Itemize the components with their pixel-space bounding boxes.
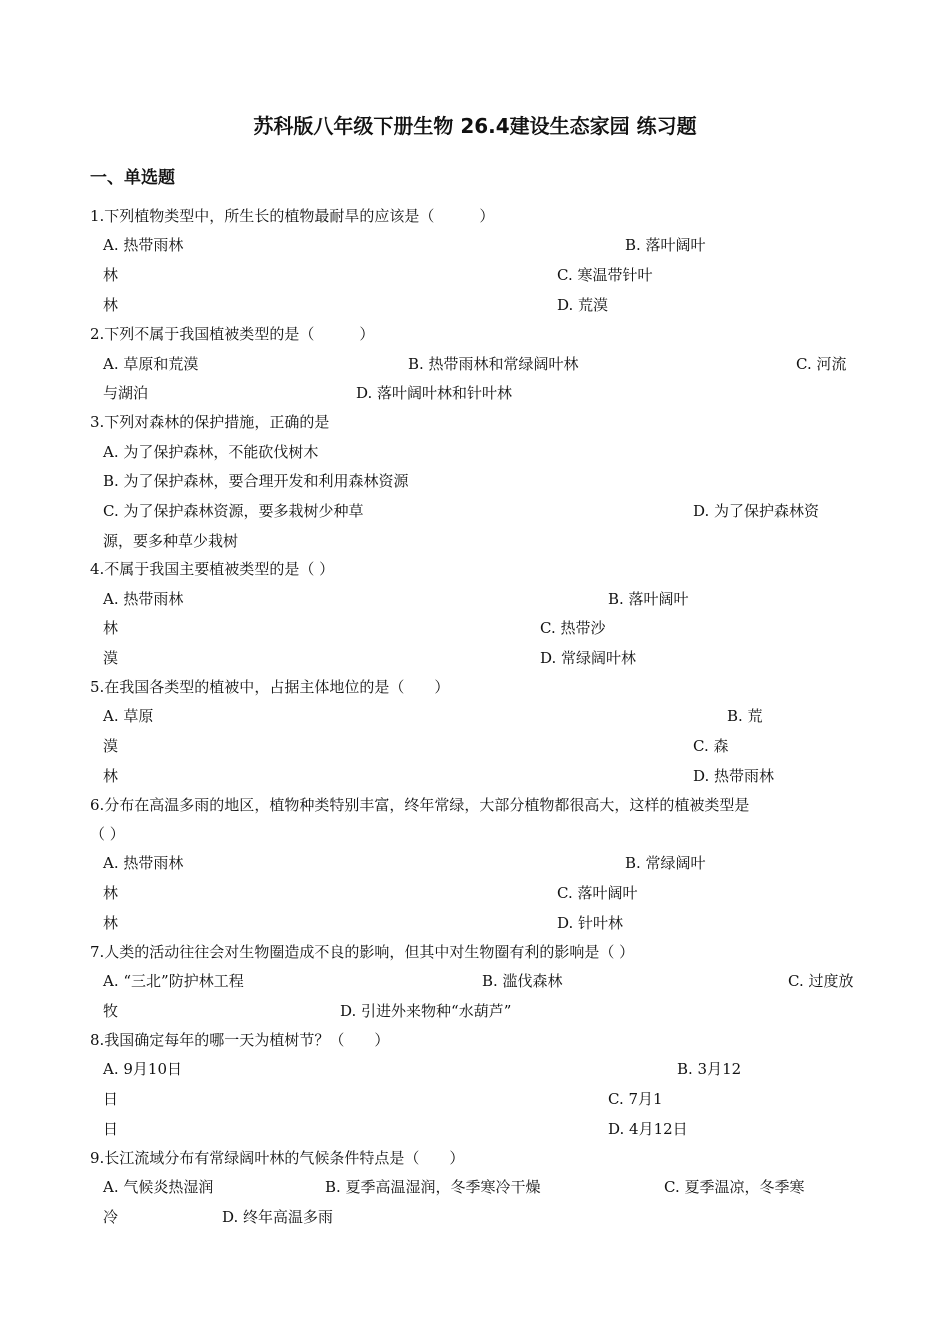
q9-option-d[interactable]: D. 终年高温多雨 [222, 1208, 334, 1226]
q7-option-b[interactable]: B. 滥伐森林 [482, 972, 563, 990]
question-6-stem: 6.分布在高温多雨的地区，植物种类特别丰富，终年常绿，大部分植物都很高大，这样的植被类型是 [90, 796, 750, 814]
q3-option-d[interactable]: D. 为了保护森林资 [693, 502, 820, 520]
question-4-stem: 4.不属于我国主要植被类型的是（ ） [90, 560, 335, 578]
q2-option-a[interactable]: A. 草原和荒漠 [103, 355, 199, 373]
q9-option-b[interactable]: B. 夏季高温湿润，冬季寒冷干燥 [325, 1178, 541, 1196]
q2-option-c-wrap: 与湖泊 [103, 384, 149, 402]
q8-option-c[interactable]: C. 7月1 [608, 1090, 663, 1108]
q8-option-b[interactable]: B. 3月12 [677, 1060, 742, 1078]
q4-option-b-wrap: 林 [103, 619, 119, 637]
q1-option-d[interactable]: D. 荒漠 [557, 296, 609, 314]
q6-option-d[interactable]: D. 针叶林 [557, 914, 624, 932]
q1-option-b-wrap: 林 [103, 266, 119, 284]
q1-option-c[interactable]: C. 寒温带针叶 [557, 266, 653, 284]
q5-option-a[interactable]: A. 草原 [103, 707, 154, 725]
q5-option-c[interactable]: C. 森 [693, 737, 729, 755]
question-6-stem-wrap: （ ） [90, 825, 125, 843]
question-5-stem: 5.在我国各类型的植被中，占据主体地位的是（ ） [90, 678, 450, 696]
q5-option-b[interactable]: B. 荒 [727, 707, 763, 725]
q6-option-c-wrap: 林 [103, 914, 119, 932]
question-7-stem: 7.人类的活动往往会对生物圈造成不良的影响，但其中对生物圈有利的影响是（ ） [90, 943, 635, 961]
q6-option-a[interactable]: A. 热带雨林 [103, 854, 184, 872]
q3-option-a[interactable]: A. 为了保护森林，不能砍伐树木 [103, 443, 319, 461]
q5-option-b-wrap: 漠 [103, 737, 119, 755]
q4-option-b[interactable]: B. 落叶阔叶 [608, 590, 689, 608]
q1-option-b[interactable]: B. 落叶阔叶 [625, 236, 706, 254]
q8-option-c-wrap: 日 [103, 1120, 119, 1138]
question-2-stem: 2.下列不属于我国植被类型的是（ ） [90, 325, 375, 343]
q1-option-a[interactable]: A. 热带雨林 [103, 236, 184, 254]
q7-option-a[interactable]: A. “三北”防护林工程 [103, 972, 244, 990]
q5-option-d[interactable]: D. 热带雨林 [693, 767, 775, 785]
q2-option-b[interactable]: B. 热带雨林和常绿阔叶林 [408, 355, 579, 373]
section-heading: 一、单选题 [90, 168, 175, 188]
q3-option-c[interactable]: C. 为了保护森林资源，要多栽树少种草 [103, 502, 364, 520]
question-8-stem: 8.我国确定每年的哪一天为植树节？（ ） [90, 1031, 390, 1049]
q4-option-c-wrap: 漠 [103, 649, 119, 667]
q9-option-a[interactable]: A. 气候炎热湿润 [103, 1178, 214, 1196]
q8-option-a[interactable]: A. 9月10日 [103, 1060, 182, 1078]
q6-option-c[interactable]: C. 落叶阔叶 [557, 884, 638, 902]
q6-option-b[interactable]: B. 常绿阔叶 [625, 854, 706, 872]
question-9-stem: 9.长江流域分布有常绿阔叶林的气候条件特点是（ ） [90, 1149, 465, 1167]
q5-option-c-wrap: 林 [103, 767, 119, 785]
q3-option-d-wrap: 源，要多种草少栽树 [103, 532, 239, 550]
q1-option-c-wrap: 林 [103, 296, 119, 314]
q7-option-c[interactable]: C. 过度放 [788, 972, 854, 990]
question-3-stem: 3.下列对森林的保护措施，正确的是 [90, 413, 330, 431]
q4-option-c[interactable]: C. 热带沙 [540, 619, 606, 637]
q9-option-c[interactable]: C. 夏季温凉，冬季寒 [664, 1178, 805, 1196]
q8-option-b-wrap: 日 [103, 1090, 119, 1108]
q7-option-c-wrap: 牧 [103, 1002, 119, 1020]
q2-option-d[interactable]: D. 落叶阔叶林和针叶林 [356, 384, 513, 402]
document-title: 苏科版八年级下册生物 26.4建设生态家园 练习题 [253, 114, 697, 138]
q7-option-d[interactable]: D. 引进外来物种“水葫芦” [340, 1002, 512, 1020]
question-1-stem: 1.下列植物类型中，所生长的植物最耐旱的应该是（ ） [90, 207, 495, 225]
q4-option-d[interactable]: D. 常绿阔叶林 [540, 649, 637, 667]
q3-option-b[interactable]: B. 为了保护森林，要合理开发和利用森林资源 [103, 472, 409, 490]
q8-option-d[interactable]: D. 4月12日 [608, 1120, 688, 1138]
q2-option-c[interactable]: C. 河流 [796, 355, 847, 373]
q9-option-c-wrap: 冷 [103, 1208, 119, 1226]
q4-option-a[interactable]: A. 热带雨林 [103, 590, 184, 608]
q6-option-b-wrap: 林 [103, 884, 119, 902]
